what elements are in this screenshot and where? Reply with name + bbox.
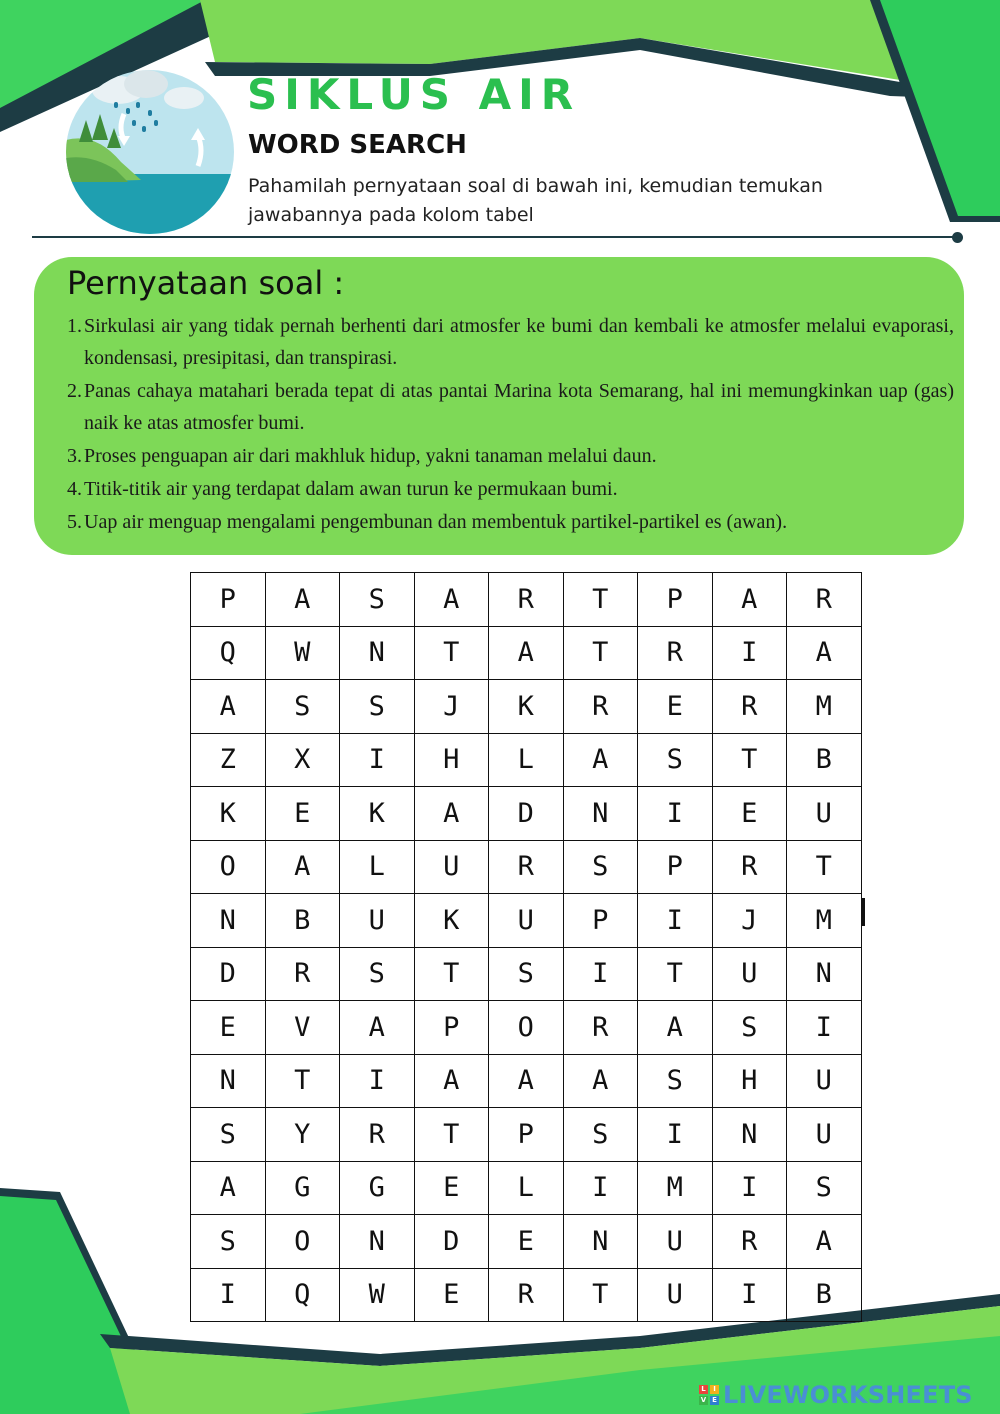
grid-cell[interactable]: N — [712, 1108, 787, 1162]
grid-cell[interactable]: W — [340, 1268, 415, 1322]
grid-cell[interactable]: T — [712, 733, 787, 787]
liveworksheets-brand[interactable] — [699, 1380, 973, 1410]
grid-cell[interactable]: R — [340, 1108, 415, 1162]
header-divider — [32, 236, 958, 238]
grid-cell[interactable]: K — [340, 787, 415, 841]
grid-cell[interactable]: L — [340, 840, 415, 894]
question-item — [67, 375, 954, 439]
grid-row — [191, 733, 862, 787]
question-number: 4. — [67, 478, 82, 500]
grid-cell[interactable]: S — [712, 1001, 787, 1055]
grid-cell[interactable]: R — [712, 1215, 787, 1269]
grid-cell[interactable]: L — [489, 733, 564, 787]
question-number: 3. — [67, 445, 82, 467]
grid-row — [191, 680, 862, 734]
grid-cell[interactable]: O — [265, 1215, 340, 1269]
grid-cell[interactable]: K — [414, 894, 489, 948]
grid-cell[interactable]: A — [563, 733, 638, 787]
water-cycle-logo — [66, 70, 234, 234]
brand-badge-icon — [699, 1385, 719, 1405]
grid-cell[interactable]: R — [563, 680, 638, 734]
grid-cell[interactable]: E — [712, 787, 787, 841]
grid-cell[interactable]: P — [638, 840, 713, 894]
grid-cell[interactable]: E — [265, 787, 340, 841]
instruction-text: Pahamilah pernyataan soal di bawah ini, kemudian temukan jawabannya pada kolom tabel — [248, 175, 823, 226]
grid-cell[interactable]: R — [489, 840, 564, 894]
grid-cell[interactable]: U — [787, 1108, 862, 1162]
page-subtitle: WORD SEARCH — [248, 130, 467, 160]
grid-cell[interactable]: A — [414, 1054, 489, 1108]
grid-cell[interactable]: S — [638, 1054, 713, 1108]
question-text: Uap air menguap mengalami pengembunan dan membentuk partikel-partikel es (awan). — [84, 511, 788, 533]
grid-cell[interactable]: U — [638, 1215, 713, 1269]
grid-cell[interactable]: T — [414, 1108, 489, 1162]
grid-cell[interactable]: I — [638, 1108, 713, 1162]
grid-cell[interactable]: S — [489, 947, 564, 1001]
brand-name: LIVEWORKSHEETS — [723, 1381, 973, 1409]
grid-cell[interactable]: S — [191, 1108, 266, 1162]
grid-cell[interactable]: H — [712, 1054, 787, 1108]
grid-cell[interactable]: A — [414, 787, 489, 841]
grid-cell[interactable]: E — [414, 1268, 489, 1322]
grid-cell[interactable]: A — [712, 573, 787, 627]
grid-cell[interactable]: U — [340, 894, 415, 948]
grid-cell[interactable]: N — [563, 787, 638, 841]
grid-cell[interactable]: R — [563, 1001, 638, 1055]
grid-cell[interactable]: P — [489, 1108, 564, 1162]
grid-cell[interactable]: Z — [191, 733, 266, 787]
grid-cell[interactable]: R — [787, 573, 862, 627]
grid-cell[interactable]: I — [638, 894, 713, 948]
grid-cell[interactable]: Y — [265, 1108, 340, 1162]
grid-cell[interactable]: A — [787, 626, 862, 680]
grid-cell[interactable]: R — [489, 1268, 564, 1322]
grid-cell[interactable]: X — [265, 733, 340, 787]
grid-cell[interactable]: W — [265, 626, 340, 680]
grid-cell[interactable]: I — [712, 626, 787, 680]
grid-row — [191, 1108, 862, 1162]
grid-cell[interactable]: I — [340, 733, 415, 787]
grid-cell[interactable]: N — [340, 1215, 415, 1269]
grid-cell[interactable]: H — [414, 733, 489, 787]
grid-cell[interactable]: A — [191, 680, 266, 734]
question-item — [67, 310, 954, 374]
grid-cell[interactable]: P — [414, 1001, 489, 1055]
grid-cell[interactable]: A — [638, 1001, 713, 1055]
grid-cell[interactable]: I — [787, 1001, 862, 1055]
brand-badge-letter: I — [710, 1385, 719, 1394]
grid-cell[interactable]: M — [638, 1161, 713, 1215]
grid-row — [191, 1054, 862, 1108]
grid-cell[interactable]: O — [191, 840, 266, 894]
grid-row — [191, 573, 862, 627]
grid-cell[interactable]: B — [787, 1268, 862, 1322]
question-number: 2. — [67, 380, 82, 402]
grid-cell[interactable]: M — [787, 894, 862, 948]
grid-cell[interactable]: I — [563, 1161, 638, 1215]
grid-cell[interactable]: Q — [191, 626, 266, 680]
grid-row — [191, 894, 862, 948]
grid-cell[interactable]: J — [712, 894, 787, 948]
grid-cell[interactable]: T — [787, 840, 862, 894]
grid-cell[interactable]: E — [489, 1215, 564, 1269]
grid-cell[interactable]: P — [638, 573, 713, 627]
grid-cell[interactable]: E — [414, 1161, 489, 1215]
grid-cell[interactable]: O — [489, 1001, 564, 1055]
grid-row — [191, 1215, 862, 1269]
question-item — [67, 473, 954, 505]
grid-cell[interactable]: A — [563, 1054, 638, 1108]
grid-cell[interactable]: S — [340, 947, 415, 1001]
question-number: 5. — [67, 511, 82, 533]
grid-cell[interactable]: A — [340, 1001, 415, 1055]
grid-row — [191, 626, 862, 680]
grid-cell[interactable]: D — [191, 947, 266, 1001]
grid-cell[interactable]: E — [638, 680, 713, 734]
grid-cell[interactable]: T — [414, 947, 489, 1001]
grid-cell[interactable]: A — [265, 840, 340, 894]
grid-cell[interactable]: A — [414, 573, 489, 627]
grid-cell[interactable]: S — [638, 733, 713, 787]
grid-cell[interactable]: U — [787, 1054, 862, 1108]
question-number: 1. — [67, 315, 82, 337]
grid-cell[interactable]: R — [489, 573, 564, 627]
grid-cell[interactable]: Q — [265, 1268, 340, 1322]
text-cursor — [862, 898, 865, 926]
grid-cell[interactable]: S — [787, 1161, 862, 1215]
grid-cell[interactable]: U — [712, 947, 787, 1001]
grid-cell[interactable]: N — [787, 947, 862, 1001]
questions-list — [67, 310, 954, 538]
grid-cell[interactable]: A — [265, 573, 340, 627]
grid-cell[interactable]: I — [638, 787, 713, 841]
questions-panel — [34, 257, 964, 555]
grid-cell[interactable]: T — [638, 947, 713, 1001]
grid-cell[interactable]: T — [563, 1268, 638, 1322]
grid-cell[interactable]: E — [191, 1001, 266, 1055]
grid-cell[interactable]: R — [712, 840, 787, 894]
grid-cell[interactable]: N — [563, 1215, 638, 1269]
brand-badge-letter: L — [699, 1385, 708, 1394]
grid-cell[interactable]: G — [265, 1161, 340, 1215]
question-text: Proses penguapan air dari makhluk hidup, yakni tanaman melalui daun. — [84, 445, 657, 467]
grid-row — [191, 1268, 862, 1322]
grid-row — [191, 840, 862, 894]
grid-cell[interactable]: I — [340, 1054, 415, 1108]
grid-cell[interactable]: N — [191, 894, 266, 948]
word-search-grid — [190, 572, 862, 1322]
grid-cell[interactable]: N — [191, 1054, 266, 1108]
grid-cell[interactable]: I — [712, 1268, 787, 1322]
grid-cell[interactable]: U — [414, 840, 489, 894]
grid-cell[interactable]: P — [563, 894, 638, 948]
grid-cell[interactable]: S — [340, 573, 415, 627]
grid-cell[interactable]: V — [265, 1001, 340, 1055]
grid-cell[interactable]: B — [265, 894, 340, 948]
header-divider-dot — [952, 232, 963, 243]
grid-cell[interactable]: A — [191, 1161, 266, 1215]
grid-cell[interactable]: T — [563, 626, 638, 680]
grid-cell[interactable]: D — [489, 787, 564, 841]
grid-cell[interactable]: I — [712, 1161, 787, 1215]
grid-cell[interactable]: S — [191, 1215, 266, 1269]
word-search-grid-body — [191, 573, 862, 1322]
grid-cell[interactable]: A — [787, 1215, 862, 1269]
question-item — [67, 440, 954, 472]
grid-cell[interactable]: T — [563, 573, 638, 627]
grid-cell[interactable]: J — [414, 680, 489, 734]
grid-cell[interactable]: K — [191, 787, 266, 841]
grid-cell[interactable]: R — [638, 626, 713, 680]
questions-heading: Pernyataan soal : — [67, 264, 345, 302]
grid-cell[interactable]: I — [563, 947, 638, 1001]
question-text: Panas cahaya matahari berada tepat di atas pantai Marina kota Semarang, hal ini memungkinkan uap (gas) naik ke atas atmosfer bumi. — [84, 380, 954, 434]
grid-row — [191, 787, 862, 841]
grid-cell[interactable]: K — [489, 680, 564, 734]
brand-badge-letter: E — [710, 1396, 719, 1405]
brand-badge-letter: V — [700, 1396, 707, 1404]
grid-cell[interactable]: U — [489, 894, 564, 948]
page-title: SIKLUS AIR — [247, 70, 581, 119]
grid-row — [191, 1001, 862, 1055]
grid-cell[interactable]: S — [265, 680, 340, 734]
grid-cell[interactable]: N — [340, 626, 415, 680]
grid-cell[interactable]: S — [563, 1108, 638, 1162]
grid-cell[interactable]: B — [787, 733, 862, 787]
grid-cell[interactable]: T — [265, 1054, 340, 1108]
grid-cell[interactable]: P — [191, 573, 266, 627]
grid-cell[interactable]: D — [414, 1215, 489, 1269]
question-item — [67, 506, 954, 538]
grid-cell[interactable]: L — [489, 1161, 564, 1215]
grid-cell[interactable]: R — [712, 680, 787, 734]
grid-cell[interactable]: T — [414, 626, 489, 680]
grid-cell[interactable]: A — [489, 1054, 564, 1108]
grid-cell[interactable]: I — [191, 1268, 266, 1322]
grid-cell[interactable]: G — [340, 1161, 415, 1215]
question-text: Sirkulasi air yang tidak pernah berhenti dari atmosfer ke bumi dan kembali ke atmosfer melalui evaporasi, kondensasi, presipitasi, dan transpirasi. — [84, 315, 954, 369]
grid-cell[interactable]: M — [787, 680, 862, 734]
grid-cell[interactable]: U — [638, 1268, 713, 1322]
grid-cell[interactable]: U — [787, 787, 862, 841]
question-text: Titik-titik air yang terdapat dalam awan turun ke permukaan bumi. — [84, 478, 618, 500]
grid-cell[interactable]: S — [340, 680, 415, 734]
grid-row — [191, 1161, 862, 1215]
grid-cell[interactable]: S — [563, 840, 638, 894]
grid-row — [191, 947, 862, 1001]
grid-cell[interactable]: R — [265, 947, 340, 1001]
grid-cell[interactable]: A — [489, 626, 564, 680]
